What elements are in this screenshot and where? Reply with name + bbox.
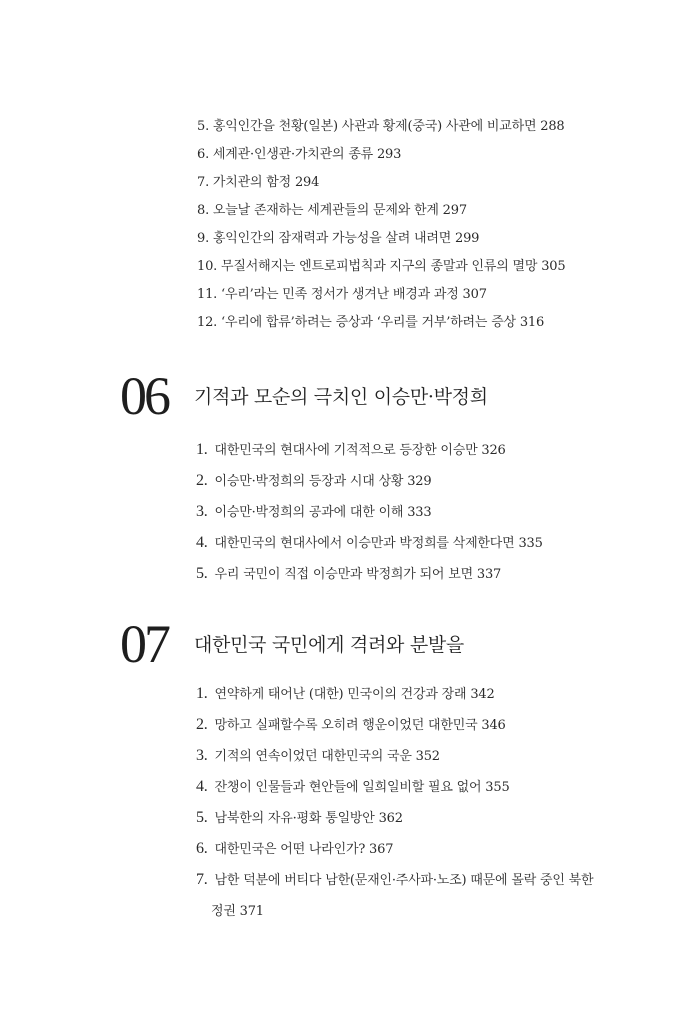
toc-item: 10. 무질서해지는 엔트로피법칙과 지구의 종말과 인류의 멸망 305: [197, 259, 566, 274]
item-number: 6.: [196, 840, 208, 857]
item-text: 대한민국의 현대사에서 이승만과 박정희를 삭제한다면 335: [214, 536, 543, 551]
item-text: 대한민국의 현대사에 기적적으로 등장한 이승만 326: [214, 443, 506, 458]
item-text: 기적의 연속이었던 대한민국의 국운 352: [214, 749, 440, 764]
item-text: 잔챙이 인물들과 현안들에 일희일비할 필요 없어 355: [214, 780, 510, 795]
toc-item: 8. 오늘날 존재하는 세계관들의 문제와 한계 297: [197, 203, 467, 218]
toc-item: [196, 434, 543, 465]
item-number: 5.: [196, 809, 208, 826]
toc-item: 11. ‘우리’라는 민족 정서가 생겨난 배경과 과정 307: [197, 287, 487, 302]
item-number: 1.: [196, 685, 208, 702]
item-number: 5.: [196, 565, 208, 582]
chapter-title: 기적과 모순의 극치인 이승만·박정희: [194, 386, 488, 408]
toc-item: [196, 527, 543, 558]
chapter-number: 06: [120, 366, 168, 426]
item-number: 3.: [196, 503, 208, 520]
toc-item: [196, 864, 616, 927]
toc-item: [196, 709, 616, 740]
item-text: 망하고 실패할수록 오히려 행운이었던 대한민국 346: [214, 718, 506, 733]
chapter-toc-list: [196, 434, 543, 589]
toc-item: [196, 496, 543, 527]
item-number: 3.: [196, 747, 208, 764]
item-text: 연약하게 태어난 (대한) 민국이의 건강과 장래 342: [214, 687, 495, 702]
continued-toc-list: [197, 113, 565, 337]
chapter-title: 대한민국 국민에게 격려와 분발을: [194, 634, 464, 656]
toc-item: [196, 678, 616, 709]
item-number: 4.: [196, 778, 208, 795]
toc-item: [196, 740, 616, 771]
item-number: 2.: [196, 472, 208, 489]
item-number: 7.: [196, 871, 208, 888]
toc-item: [196, 833, 616, 864]
item-number: 1.: [196, 441, 208, 458]
toc-item: 5. 홍익인간을 천황(일본) 사관과 황제(중국) 사관에 비교하면 288: [197, 119, 565, 134]
item-number: 4.: [196, 534, 208, 551]
toc-item: 9. 홍익인간의 잠재력과 가능성을 살려 내려면 299: [197, 231, 480, 246]
toc-item: 6. 세계관·인생관·가치관의 종류 293: [197, 147, 402, 162]
toc-item: 12. ‘우리에 합류’하려는 증상과 ‘우리를 거부’하려는 증상 316: [197, 315, 545, 330]
toc-item: [196, 802, 616, 833]
toc-item: [196, 771, 616, 802]
item-text: 이승만·박정희의 등장과 시대 상황 329: [214, 474, 432, 489]
chapter-number: 07: [120, 614, 168, 674]
item-text: 남북한의 자유·평화 통일방안 362: [214, 811, 403, 826]
item-text: 이승만·박정희의 공과에 대한 이해 333: [214, 505, 432, 520]
item-text: 우리 국민이 직접 이승만과 박정희가 되어 보면 337: [214, 567, 502, 582]
toc-item: 7. 가치관의 함정 294: [197, 175, 320, 190]
toc-item: [196, 558, 543, 589]
item-text-continuation: 정권 371: [211, 904, 264, 919]
toc-item: [196, 465, 543, 496]
chapter-toc-list: [196, 678, 616, 927]
item-number: 2.: [196, 716, 208, 733]
item-text: 대한민국은 어떤 나라인가? 367: [214, 842, 394, 857]
item-text: 남한 덕분에 버티다 남한(문재인·주사파·노조) 때문에 몰락 중인 북한: [214, 873, 594, 888]
